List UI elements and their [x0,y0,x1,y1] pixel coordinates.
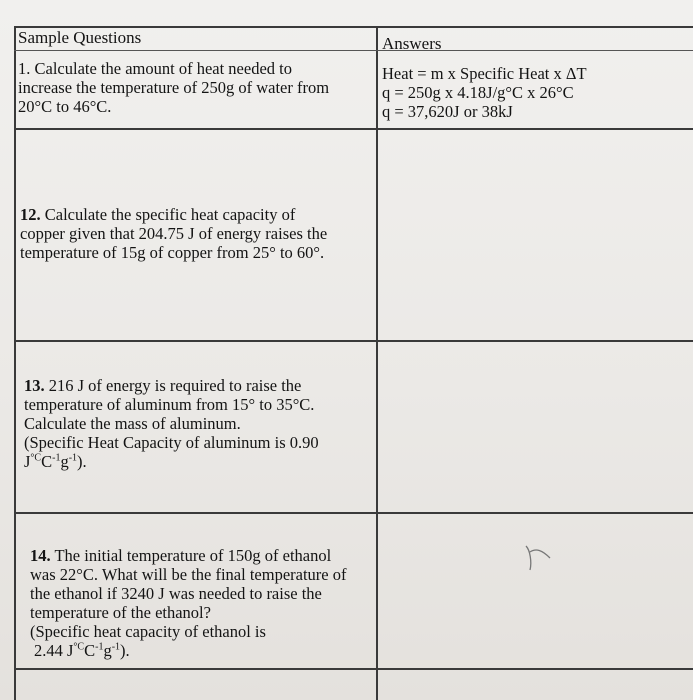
questions-table [14,26,693,700]
header-row-divider [14,50,693,51]
questions-header [18,28,141,47]
q13-unit-exp-2: -1 [68,452,78,464]
questions-header-label: Sample Questions [18,28,142,47]
question-1 [18,59,329,116]
answer-1-formula: Heat = m x Specific Heat x ΔT [382,64,587,83]
question-12-text: Calculate the specific heat capacity of [40,205,296,224]
question-14-line-2: was 22°C. What will be the final temperature of [30,565,347,584]
question-1-line-3: 20°C to 46°C. [18,97,112,116]
answers-header [382,34,442,53]
q13-unit-exp-1: -1 [52,452,61,464]
question-13-line-3: Calculate the mass of aluminum. [24,414,241,433]
question-13-line-2: temperature of aluminum from 15° to 35°C. [24,395,315,414]
q13-unit-g: g [60,452,69,471]
q13-unit-c: C [41,452,53,471]
answer-1-substitution: q = 250g x 4.18J/g°C x 26°C [382,83,574,102]
question-14-number: 14. [30,546,51,565]
question-14-text: The initial temperature of 150g of ethanol [50,546,332,565]
q14-unit-exp-2: -1 [111,641,121,653]
question-12 [20,205,327,262]
question-13-units [24,452,319,471]
question-14-line-1 [30,546,347,565]
row-divider-2 [14,340,693,342]
question-12-line-3: temperature of 15g of copper from 25° to 60°. [20,243,325,262]
question-12-line-1 [20,205,327,224]
question-12-line-2: copper given that 204.75 J of energy raises the [20,224,328,243]
answer-1 [382,64,587,121]
question-14-line-5: (Specific heat capacity of ethanol is [30,622,266,641]
question-1-line-1: 1. Calculate the amount of heat needed to [18,59,292,78]
q14-unit-j: 2.44 J [34,641,74,660]
question-1-line-2: increase the temperature of 250g of water from [18,78,330,97]
q14-unit-c: C [84,641,96,660]
q14-unit-g: g [103,641,112,660]
question-13 [24,376,319,471]
q13-unit-close: ). [77,452,87,471]
table-bottom-border [14,668,693,670]
question-14-line-4: temperature of the ethanol? [30,603,211,622]
row-divider-1 [14,128,693,130]
q14-unit-close: ). [120,641,130,660]
q14-unit-degc: °C [73,641,85,653]
q14-unit-exp-1: -1 [95,641,104,653]
question-14 [30,546,347,660]
question-13-text: 216 J of energy is required to raise the [44,376,302,395]
q13-unit-degc: °C [30,452,42,464]
question-14-line-3: the ethanol if 3240 J was needed to raise the [30,584,322,603]
question-12-number: 12. [20,205,41,224]
q13-unit-j: J [24,452,31,471]
question-13-line-1 [24,376,319,395]
answer-1-result: q = 37,620J or 38kJ [382,102,513,121]
question-13-line-4: (Specific Heat Capacity of aluminum is 0.90 [24,433,319,452]
row-divider-3 [14,512,693,514]
question-14-units [30,641,347,660]
question-13-number: 13. [24,376,45,395]
pencil-mark [520,540,560,576]
answers-header-label: Answers [382,34,442,53]
